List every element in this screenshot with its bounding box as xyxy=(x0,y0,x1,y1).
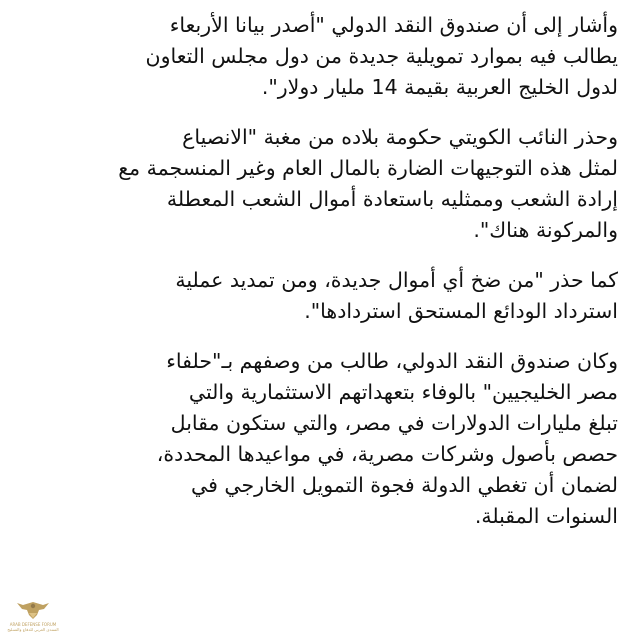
paragraph xyxy=(18,122,618,246)
article-body xyxy=(18,10,618,551)
text-line: والمركونة هناك". xyxy=(473,218,618,242)
text-line: وحذر النائب الكويتي حكومة بلاده من مغبة "الانصياع xyxy=(182,125,618,149)
watermark-logo-text: ARAB DEFENSE FORUM xyxy=(9,622,57,627)
text-line: كما حذر "من ضخ أي أموال جديدة، ومن تمديد عملية xyxy=(175,268,618,292)
text-line: السنوات المقبلة. xyxy=(474,504,618,528)
text-line: لدول الخليج العربية بقيمة 14 مليار دولار". xyxy=(261,75,618,99)
text-line: تبلغ مليارات الدولارات في مصر، والتي ستكون مقابل xyxy=(170,411,618,435)
text-line: يطالب فيه بموارد تمويلية جديدة من دول مجلس التعاون xyxy=(145,44,618,68)
paragraph xyxy=(18,10,618,103)
text-line: حصص بأصول وشركات مصرية، في مواعيدها المحددة، xyxy=(156,442,618,466)
text-line: مصر الخليجيين" بالوفاء بتعهداتهم الاستثمارية والتي xyxy=(188,380,618,404)
text-line: لضمان أن تغطي الدولة فجوة التمويل الخارجي في xyxy=(190,473,618,497)
paragraph xyxy=(18,346,618,532)
watermark-sub-text: المنتدى العربي للدفاع والتسليح xyxy=(7,627,59,632)
eagle-emblem-icon xyxy=(15,598,51,622)
text-line: إرادة الشعب وممثليه باستعادة أموال الشعب المعطلة xyxy=(166,187,618,211)
text-line: لمثل هذه التوجيهات الضارة بالمال العام وغير المنسجمة مع xyxy=(118,156,618,180)
text-line: استرداد الودائع المستحق استردادها". xyxy=(304,299,618,323)
text-line: وكان صندوق النقد الدولي، طالب من وصفهم بـ"حلفاء xyxy=(166,349,618,373)
text-line: وأشار إلى أن صندوق النقد الدولي "أصدر بيانا الأربعاء xyxy=(169,13,618,37)
watermark-logo xyxy=(4,598,62,638)
paragraph xyxy=(18,265,618,327)
